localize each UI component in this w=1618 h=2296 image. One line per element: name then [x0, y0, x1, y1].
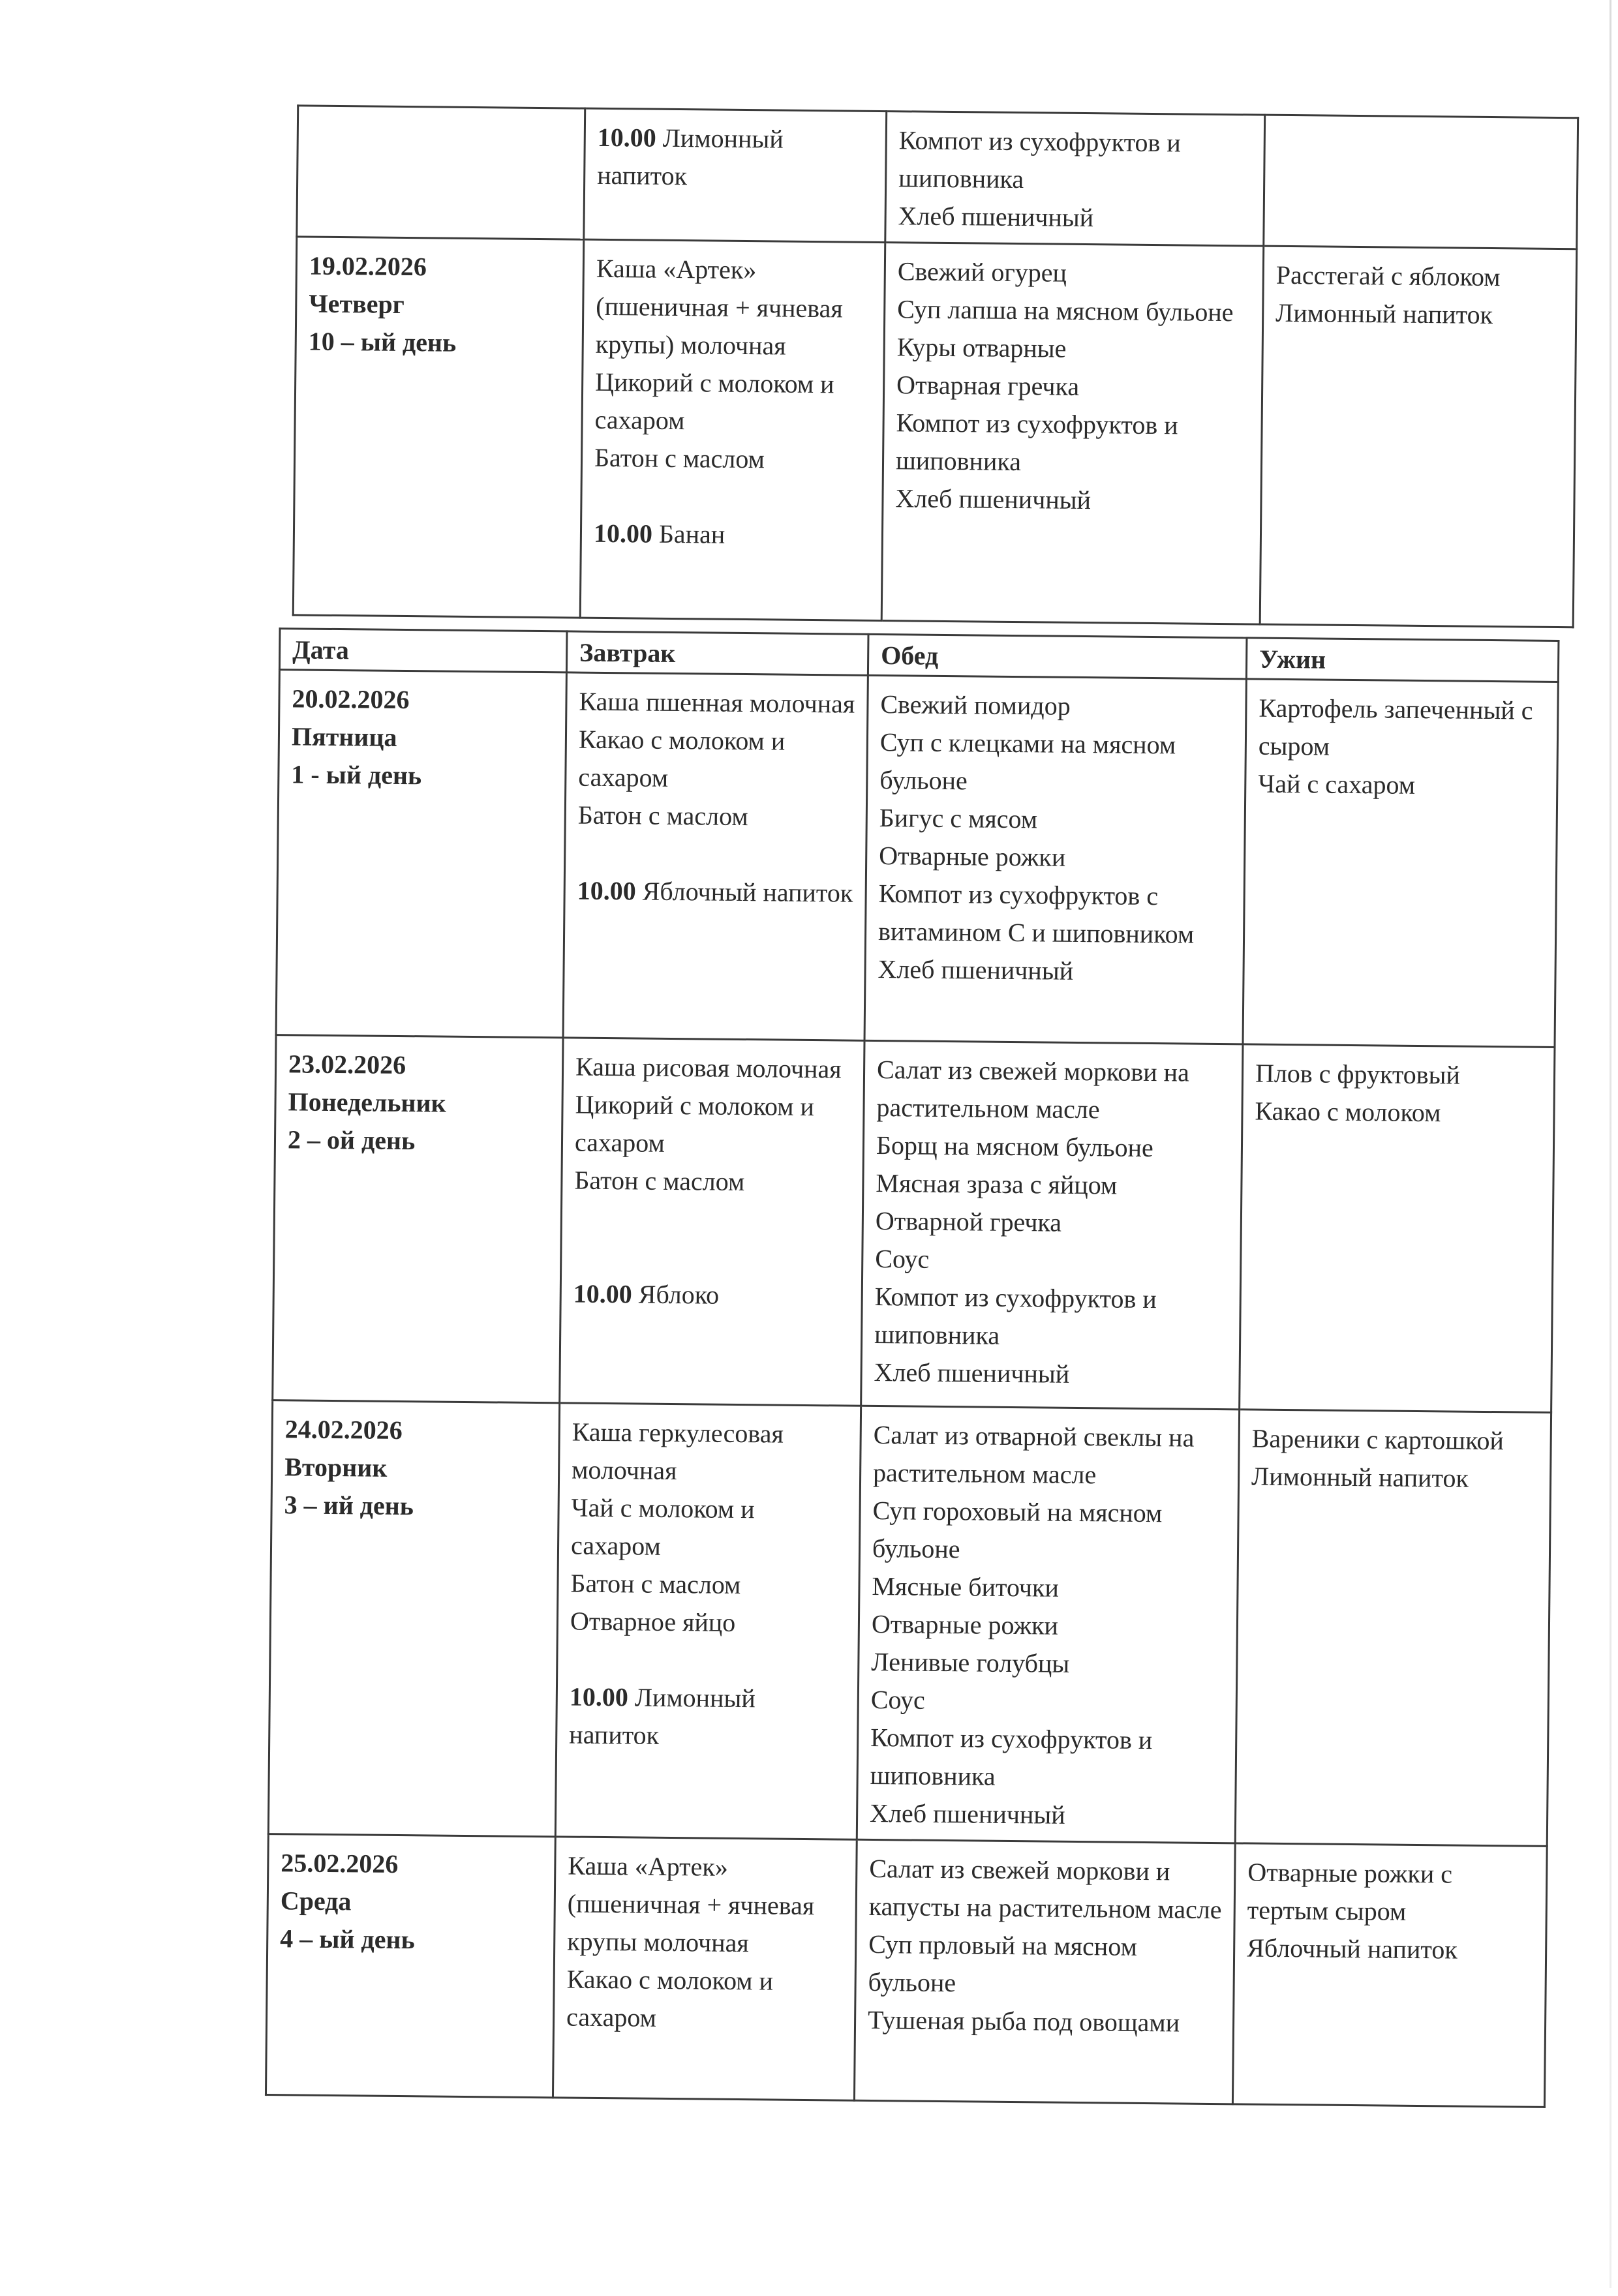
snack-text: Яблочный напиток — [642, 876, 853, 908]
menu-item: Компот из сухофруктов и шиповника — [895, 408, 1178, 477]
menu-item: Тушеная рыба под овощами — [867, 2004, 1180, 2038]
breakfast-cell — [560, 1038, 864, 1406]
table-row — [268, 1400, 1551, 1847]
snack-time: 10.00 — [577, 875, 636, 906]
menu-item: Чай с молоком и сахаром — [570, 1492, 755, 1561]
menu-item: Борщ на мясном бульоне — [876, 1130, 1153, 1163]
row-weekday: Вторник — [284, 1452, 388, 1483]
menu-item: Картофель запеченный с сыром — [1258, 693, 1533, 761]
menu-item: Салат из свежей моркови на растительном масле — [876, 1054, 1190, 1125]
row-date: 25.02.2026 — [281, 1848, 399, 1879]
menu-item: Куры отварные — [896, 332, 1067, 363]
menu-item: Плов с фруктовый — [1255, 1058, 1461, 1090]
header-breakfast: Завтрак — [566, 631, 868, 675]
menu-item: Мясная зраза с яйцом — [876, 1168, 1118, 1200]
lunch-cell — [857, 1406, 1239, 1843]
row-weekday: Среда — [280, 1886, 352, 1916]
row-date: 24.02.2026 — [284, 1414, 403, 1445]
table-row — [273, 1035, 1555, 1413]
row-day-label: 4 – ый день — [280, 1924, 415, 1955]
menu-item: Лимонный напиток — [1251, 1461, 1469, 1493]
menu-item: Цикорий с молоком и сахаром — [574, 1089, 815, 1158]
menu-item: Свежий помидор — [880, 689, 1071, 721]
snack-text: Лимонный напиток — [569, 1682, 756, 1750]
row-date: 19.02.2026 — [309, 250, 427, 282]
menu-item: Каша «Артек» (пшеничная + ячневая крупы) молочная — [595, 253, 844, 361]
date-cell — [276, 670, 566, 1038]
menu-item: Суп прловый на мясном бульоне — [868, 1929, 1138, 1998]
menu-item: Отварные рожки — [879, 841, 1066, 872]
menu-item: Отварная гречка — [896, 370, 1080, 401]
snack-text: Яблоко — [638, 1279, 720, 1310]
menu-item: Суп лапша на мясном бульоне — [897, 294, 1234, 327]
row-day-label: 1 - ый день — [291, 759, 422, 791]
menu-item: Компот из сухофруктов и шиповника — [898, 125, 1182, 194]
snack-text: Лимонный напиток — [597, 123, 784, 191]
menu-item: Чай с сахаром — [1258, 768, 1416, 800]
menu-item: Батон с маслом — [574, 1165, 745, 1197]
menu-item: Батон с маслом — [570, 1568, 741, 1600]
header-dinner: Ужин — [1246, 638, 1559, 682]
lunch-cell — [864, 675, 1246, 1044]
menu-item: Свежий огурец — [897, 256, 1067, 288]
breakfast-cell — [580, 239, 885, 620]
menu-table-continued — [292, 104, 1579, 628]
dinner-cell — [1264, 115, 1578, 249]
menu-item: Каша геркулесовая молочная — [571, 1417, 784, 1486]
row-date — [311, 116, 573, 119]
date-cell — [293, 237, 584, 618]
menu-item: Батон с маслом — [594, 442, 765, 474]
table-row — [266, 1834, 1547, 2107]
snack-line — [594, 515, 872, 555]
menu-item: Яблочный напиток — [1246, 1933, 1458, 1965]
snack-line — [597, 119, 875, 197]
row-day-label: 2 – ой день — [287, 1125, 416, 1156]
snack-text: Банан — [658, 519, 725, 549]
snack-line — [577, 872, 855, 913]
menu-item: Вареники с картошкой — [1251, 1423, 1504, 1456]
menu-table — [265, 627, 1560, 2108]
menu-item: Хлеб пшеничный — [878, 954, 1074, 986]
breakfast-cell — [555, 1403, 861, 1839]
dinner-cell — [1260, 246, 1577, 627]
date-cell — [297, 106, 585, 239]
menu-item: Расстегай с яблоком — [1275, 260, 1501, 292]
lunch-cell — [861, 1040, 1243, 1410]
menu-item: Хлеб пшеничный — [874, 1357, 1070, 1389]
row-date: 23.02.2026 — [288, 1049, 406, 1080]
snack-time: 10.00 — [593, 518, 653, 549]
menu-item: Мясные биточки — [872, 1571, 1060, 1603]
menu-item: Какао с молоком — [1255, 1096, 1441, 1128]
menu-item: Суп с клецками на мясном бульоне — [879, 727, 1176, 796]
dinner-cell — [1243, 679, 1558, 1048]
lunch-cell — [854, 1839, 1235, 2104]
header-lunch: Обед — [868, 634, 1247, 679]
menu-item: Отварное яйцо — [570, 1606, 736, 1637]
menu-item: Ленивые голубцы — [871, 1646, 1070, 1678]
menu-item: Хлеб пшеничный — [869, 1798, 1065, 1830]
table-row — [293, 237, 1576, 627]
menu-item: Бигус с мясом — [879, 803, 1038, 834]
menu-item: Хлеб пшеничный — [898, 201, 1094, 233]
row-weekday: Четверг — [309, 288, 405, 319]
dinner-cell — [1240, 1044, 1555, 1413]
snack-time: 10.00 — [597, 122, 657, 153]
menu-item: Цикорий с молоком и сахаром — [594, 367, 834, 436]
menu-item: Компот из сухофруктов и шиповника — [870, 1722, 1153, 1791]
menu-item: Салат из свежей моркови и капусты на растительном масле — [868, 1853, 1222, 1925]
row-date: 20.02.2026 — [292, 684, 410, 715]
dinner-cell — [1235, 1410, 1551, 1847]
menu-item: Компот из сухофруктов с витамином С и шиповником — [878, 879, 1195, 949]
lunch-cell — [885, 112, 1265, 247]
row-weekday: Пятница — [291, 721, 397, 752]
date-cell — [268, 1400, 559, 1837]
header-date: Дата — [279, 629, 567, 672]
lunch-cell — [881, 243, 1264, 625]
breakfast-cell — [563, 672, 868, 1040]
menu-item: Батон с маслом — [577, 800, 748, 832]
menu-item: Каша «Артек» (пшеничная + ячневая крупы молочная — [567, 1850, 815, 1958]
date-cell — [273, 1035, 563, 1403]
menu-item: Суп гороховый на мясном бульоне — [872, 1495, 1163, 1564]
menu-item: Отварные рожки — [871, 1609, 1059, 1640]
snack-time: 10.00 — [569, 1682, 629, 1712]
date-cell — [266, 1834, 555, 2098]
dinner-cell — [1232, 1843, 1547, 2107]
menu-item: Каша рисовая молочная — [575, 1051, 842, 1084]
row-day-label: 3 – ий день — [284, 1490, 414, 1521]
breakfast-cell — [584, 108, 887, 242]
menu-item: Отварные рожки с тертым сыром — [1247, 1857, 1453, 1926]
menu-item: Какао с молоком и сахаром — [578, 724, 786, 793]
row-weekday: Понедельник — [288, 1087, 446, 1118]
menu-item: Соус — [870, 1684, 925, 1715]
menu-item: Соус — [875, 1243, 930, 1274]
menu-item: Отварной гречка — [875, 1205, 1062, 1237]
menu-item: Лимонный напиток — [1275, 297, 1493, 330]
breakfast-cell — [553, 1837, 857, 2100]
menu-item: Каша пшенная молочная — [579, 686, 855, 719]
snack-time: 10.00 — [573, 1278, 632, 1309]
snack-line — [573, 1275, 851, 1316]
table-row — [276, 670, 1558, 1048]
menu-item: Салат из отварной свеклы на растительном масле — [872, 1419, 1195, 1490]
snack-line — [569, 1678, 847, 1757]
menu-item: Какао с молоком и сахаром — [566, 1964, 774, 2032]
table-row — [297, 106, 1578, 249]
menu-item: Хлеб пшеничный — [895, 483, 1091, 515]
menu-item: Компот из сухофруктов и шиповника — [874, 1281, 1157, 1350]
row-day-label: 10 – ый день — [308, 326, 457, 357]
